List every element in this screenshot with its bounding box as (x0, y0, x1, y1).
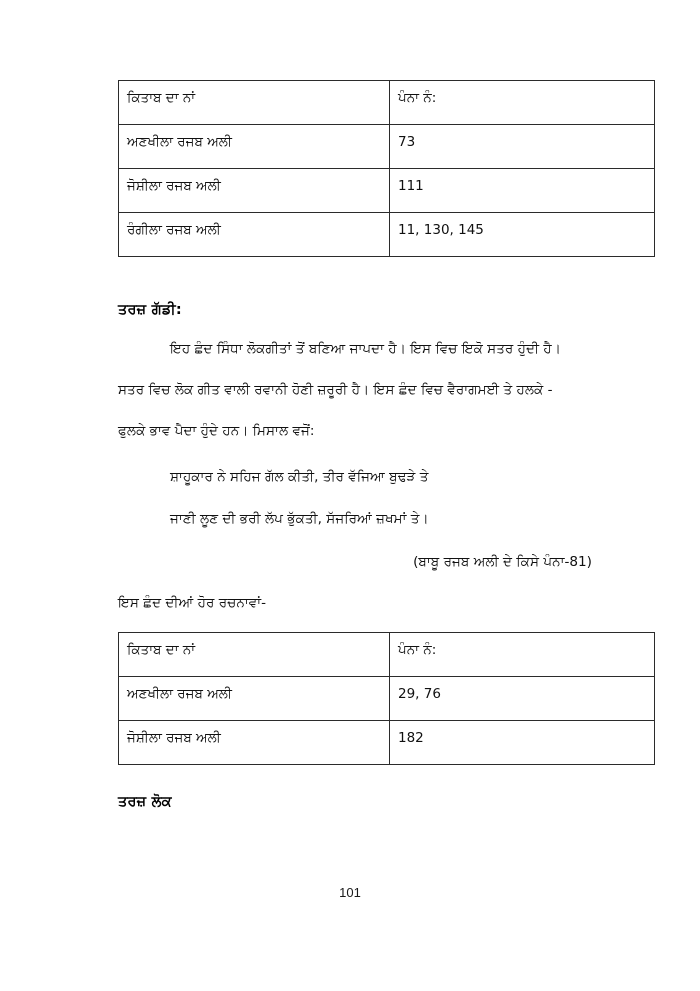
cell-page-no: 11, 130, 145 (390, 212, 655, 256)
section-heading-tarz-lok: ਤਰਜ਼ ਲੋਕ (118, 794, 172, 810)
cell-book-name: ਰੰਗੀਲਾ ਰਜਬ ਅਲੀ (119, 212, 390, 256)
column-header-book-name: ਕਿਤਾਬ ਦਾ ਨਾਂ (119, 81, 390, 125)
cell-page-no: 111 (390, 168, 655, 212)
cell-book-name: ਜੋਸ਼ੀਲਾ ਰਜਬ ਅਲੀ (119, 168, 390, 212)
references-table-gaddi-top (118, 80, 655, 257)
column-header-page-no: ਪੰਨਾ ਨੰ: (390, 633, 655, 677)
column-header-book-name: ਕਿਤਾਬ ਦਾ ਨਾਂ (119, 633, 390, 677)
table-header-row (119, 81, 655, 125)
cell-book-name: ਜੋਸ਼ੀਲਾ ਰਜਬ ਅਲੀ (119, 720, 390, 764)
references-table-gaddi-bottom (118, 632, 655, 765)
column-header-page-no: ਪੰਨਾ ਨੰ: (390, 81, 655, 125)
table-header-row (119, 633, 655, 677)
section-heading-tarz-gaddi: ਤਰਜ਼ ਗੱਡੀ: (118, 302, 182, 318)
cell-book-name: ਅਣਖੀਲਾ ਰਜਬ ਅਲੀ (119, 676, 390, 720)
cell-book-name: ਅਣਖੀਲਾ ਰਜਬ ਅਲੀ (119, 124, 390, 168)
cell-page-no: 182 (390, 720, 655, 764)
table-row (119, 676, 655, 720)
paragraph-line: ਸਤਰ ਵਿਚ ਲੋਕ ਗੀਤ ਵਾਲੀ ਰਵਾਨੀ ਹੋਣੀ ਜ਼ਰੂਰੀ ਹੈ। ਇਸ ਛੰਦ ਵਿਚ ਵੈਰਾਗਮਈ ਤੇ ਹਲਕੇ - (118, 382, 553, 398)
verse-line: ਜਾਣੀ ਲੂਣ ਦੀ ਭਰੀ ਲੱਪ ਭੁੱਕਤੀ, ਸੱਜਰਿਆਂ ਜ਼ਖਮਾਂ ਤੇ। (170, 511, 429, 527)
cell-page-no: 73 (390, 124, 655, 168)
page-number: 101 (339, 885, 361, 900)
paragraph-line: ਫੁਲਕੇ ਭਾਵ ਪੈਦਾ ਹੁੰਦੇ ਹਨ। ਮਿਸਾਲ ਵਜੋਂ: (118, 423, 315, 439)
paragraph-line: ਇਹ ਛੰਦ ਸਿੰਧਾ ਲੋਕਗੀਤਾਂ ਤੋਂ ਬਣਿਆ ਜਾਪਦਾ ਹੈ। ਇਸ ਵਿਚ ਇਕੋ ਸਤਰ ਹੁੰਦੀ ਹੈ। (170, 341, 561, 357)
more-works-label: ਇਸ ਛੰਦ ਦੀਆਂ ਹੋਰ ਰਚਨਾਵਾਂ- (118, 595, 266, 611)
table-row (119, 212, 655, 256)
table-row (119, 168, 655, 212)
verse-attribution: (ਬਾਬੂ ਰਜਬ ਅਲੀ ਦੇ ਕਿਸੇ ਪੰਨਾ-81) (413, 554, 592, 570)
table-row (119, 124, 655, 168)
verse-line: ਸ਼ਾਹੂਕਾਰ ਨੇ ਸਹਿਜ ਗੱਲ ਕੀਤੀ, ਤੀਰ ਵੱਜਿਆ ਬੁਢੜੇ ਤੇ (170, 469, 429, 485)
cell-page-no: 29, 76 (390, 676, 655, 720)
table-row (119, 720, 655, 764)
